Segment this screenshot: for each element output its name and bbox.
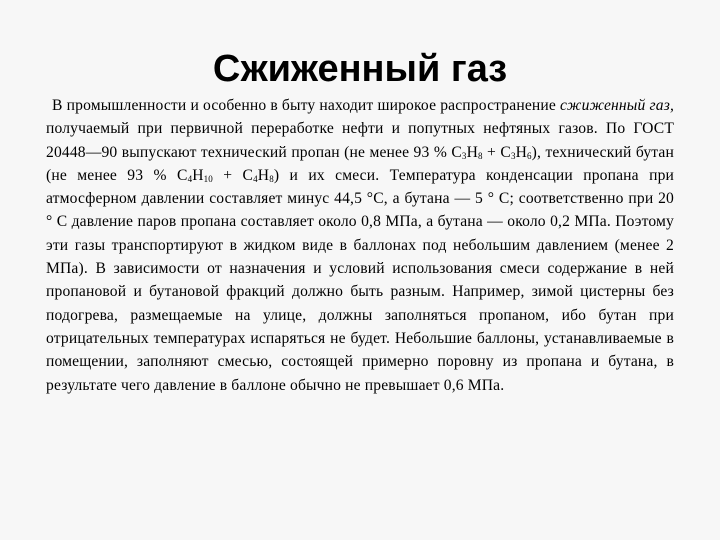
subscript: 10 <box>203 173 213 184</box>
slide-title: Сжиженный газ <box>212 48 508 90</box>
subscript: 8 <box>478 150 483 161</box>
text-run: + С <box>482 143 511 161</box>
text-run: ), технический бутан (не менее 93 % С <box>46 143 675 184</box>
body-paragraph <box>46 94 674 397</box>
text-run: Н <box>257 166 270 184</box>
emphasized-term: сжиженный газ, <box>560 97 675 114</box>
text-run: В промышленности и особенно в быту находит широкое распространение <box>52 97 561 114</box>
subscript: 4 <box>253 173 258 184</box>
subscript: 6 <box>527 150 532 161</box>
text-run: Н <box>466 143 478 161</box>
text-run: ) и их смеси. Температура конденсации пропана при атмосферном давлении составляет минус 44,5 °С, а бутана — 5 ° С; соответственно при 20 ° С давление паров пропана составляет около 0,8 МПа, а бутана — около 0,2 МПа. Поэтому эти газы транспортируют в жидком виде в баллонах под небольшим давлением (менее 2 МПа). В зависимости от назначения и условий использования смеси содержание в ней пропановой и бутановой фракций должно быть разным. Например, зимой цистерны без подогрева, размещаемые на улице, должны заполняться пропаном, ибо бутан при отрицательных температурах испаряться не будет. Небольшие баллоны, устанавливаемые в помещении, заполняют смесью, состоящей примерно поровну из пропана и бутана, в результате чего давление в баллоне обычно не превышает 0,6 МПа. <box>46 166 675 394</box>
text-run: Н <box>192 166 204 184</box>
subscript: 4 <box>187 173 193 184</box>
text-run: + С <box>212 166 254 184</box>
subscript: 8 <box>269 173 274 184</box>
subscript: 3 <box>461 150 467 161</box>
text-run: Н <box>515 143 528 161</box>
text-run: получаемый при первичной переработке нефти и попутных нефтяных газов. По ГОСТ 20448—90 выпускают технический пропан (не менее 93 % С <box>46 120 674 161</box>
subscript: 3 <box>510 150 516 161</box>
